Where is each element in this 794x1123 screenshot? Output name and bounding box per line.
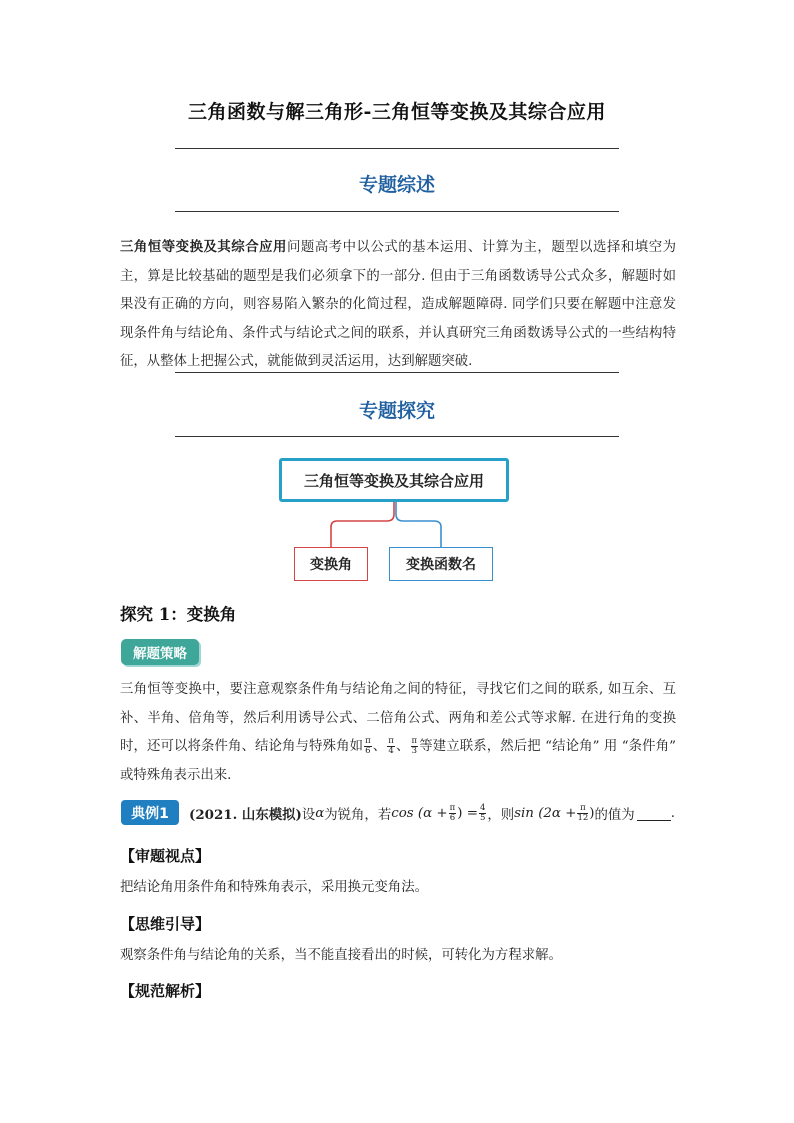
fraction-value: $\frac{4}{5}$ <box>479 802 486 823</box>
guide-heading: 【思维引导】 <box>120 915 211 933</box>
diagram-node-transform-angle: 变换角 <box>294 547 368 581</box>
example-source: (2021. 山东模拟) <box>189 806 302 823</box>
sin-expression: sin (2α + <box>514 805 577 821</box>
example-1-question: (2021. 山东模拟) 设 α 为锐角，若 cos (α + $\frac{\pi}{6}$ ) = $\frac{4}{5}$ ，则 sin (2α + $\frac{\pi}{12}$ ) 的值为 . <box>189 802 675 823</box>
analysis-heading: 【规范解析】 <box>120 982 211 1000</box>
strategy-paragraph: 三角恒等变换中，要注意观察条件角与结论角之间的特征，寻找它们之间的联系, 如互余、互补、半角、倍角等，然后利用诱导公式、二倍角公式、两角和差公式等求解. 在进行角的变换时，还可以将条件角、结论角与特殊角如 $\frac{\pi}{6}$ 、 $\frac{\pi}{4}$ 、 $\frac{\pi}{3}$ 等建立联系，然后把 “结论角” 用 “条件角” 或特殊角表示出来. <box>120 682 677 783</box>
intro-bold: 三角恒等变换及其综合应用 <box>120 239 287 255</box>
guide-text: 观察条件角与结论角的关系，当不能直接看出的时候，可转化为方程求解。 <box>120 948 562 963</box>
diagram-node-transform-function-name: 变换函数名 <box>389 547 493 581</box>
fraction-sin: $\frac{\pi}{12}$ <box>577 802 589 823</box>
strategy-text-a: 三角恒等变换中，要注意观察条件角与结论角之间的特征，寻找它们之间的联系, 如互余、互补、半角、倍角等，然后利用诱导公式、二倍角公式、两角和差公式等求解. 在进行角的变换时，还可以将条件角、结论角与特殊角如 <box>120 682 676 754</box>
answer-blank <box>637 806 671 821</box>
fraction-cos: $\frac{\pi}{6}$ <box>449 802 456 823</box>
diagram-root-node: 三角恒等变换及其综合应用 <box>279 458 509 502</box>
fraction-pi-6: $\frac{\pi}{6}$ <box>365 736 371 756</box>
page-title: 三角函数与解三角形-三角恒等变换及其综合应用 <box>188 101 606 123</box>
explore-1-heading: 探究 1：变换角 <box>120 605 237 624</box>
cos-expression: cos (α + <box>391 805 448 821</box>
connector-left <box>331 502 394 547</box>
section-title-explore: 专题探究 <box>358 400 435 422</box>
strategy-text-b: 等建立联系，然后把 “结论角” 用 “条件角” 或特殊角表示出来. <box>120 739 677 783</box>
section-title-overview: 专题综述 <box>358 174 435 196</box>
review-heading: 【审题视点】 <box>120 847 211 865</box>
intro-text: 问题高考中以公式的基本运用、计算为主，题型以选择和填空为主，算是比较基础的题型是我们必须拿下的一部分. 但由于三角函数诱导公式众多，解题时如果没有正确的方向，则容易陷入繁杂的化简过程，造成解题障碍. 同学们只要在解题中注意发现条件角与结论角、条件式与结论式之间的联系，并认真研究三角函数诱导公式的一些结构特征，从整体上把握公式，就能做到灵活运用，达到解题突破. <box>120 240 677 369</box>
connector-right <box>396 502 441 547</box>
fraction-pi-3: $\frac{\pi}{3}$ <box>411 736 418 756</box>
example-1-badge: 典例1 <box>121 800 179 825</box>
fraction-pi-4: $\frac{\pi}{4}$ <box>388 736 394 756</box>
strategy-badge: 解题策略 <box>121 639 199 665</box>
review-text: 把结论角用条件角和特殊角表示，采用换元变角法。 <box>120 880 428 895</box>
